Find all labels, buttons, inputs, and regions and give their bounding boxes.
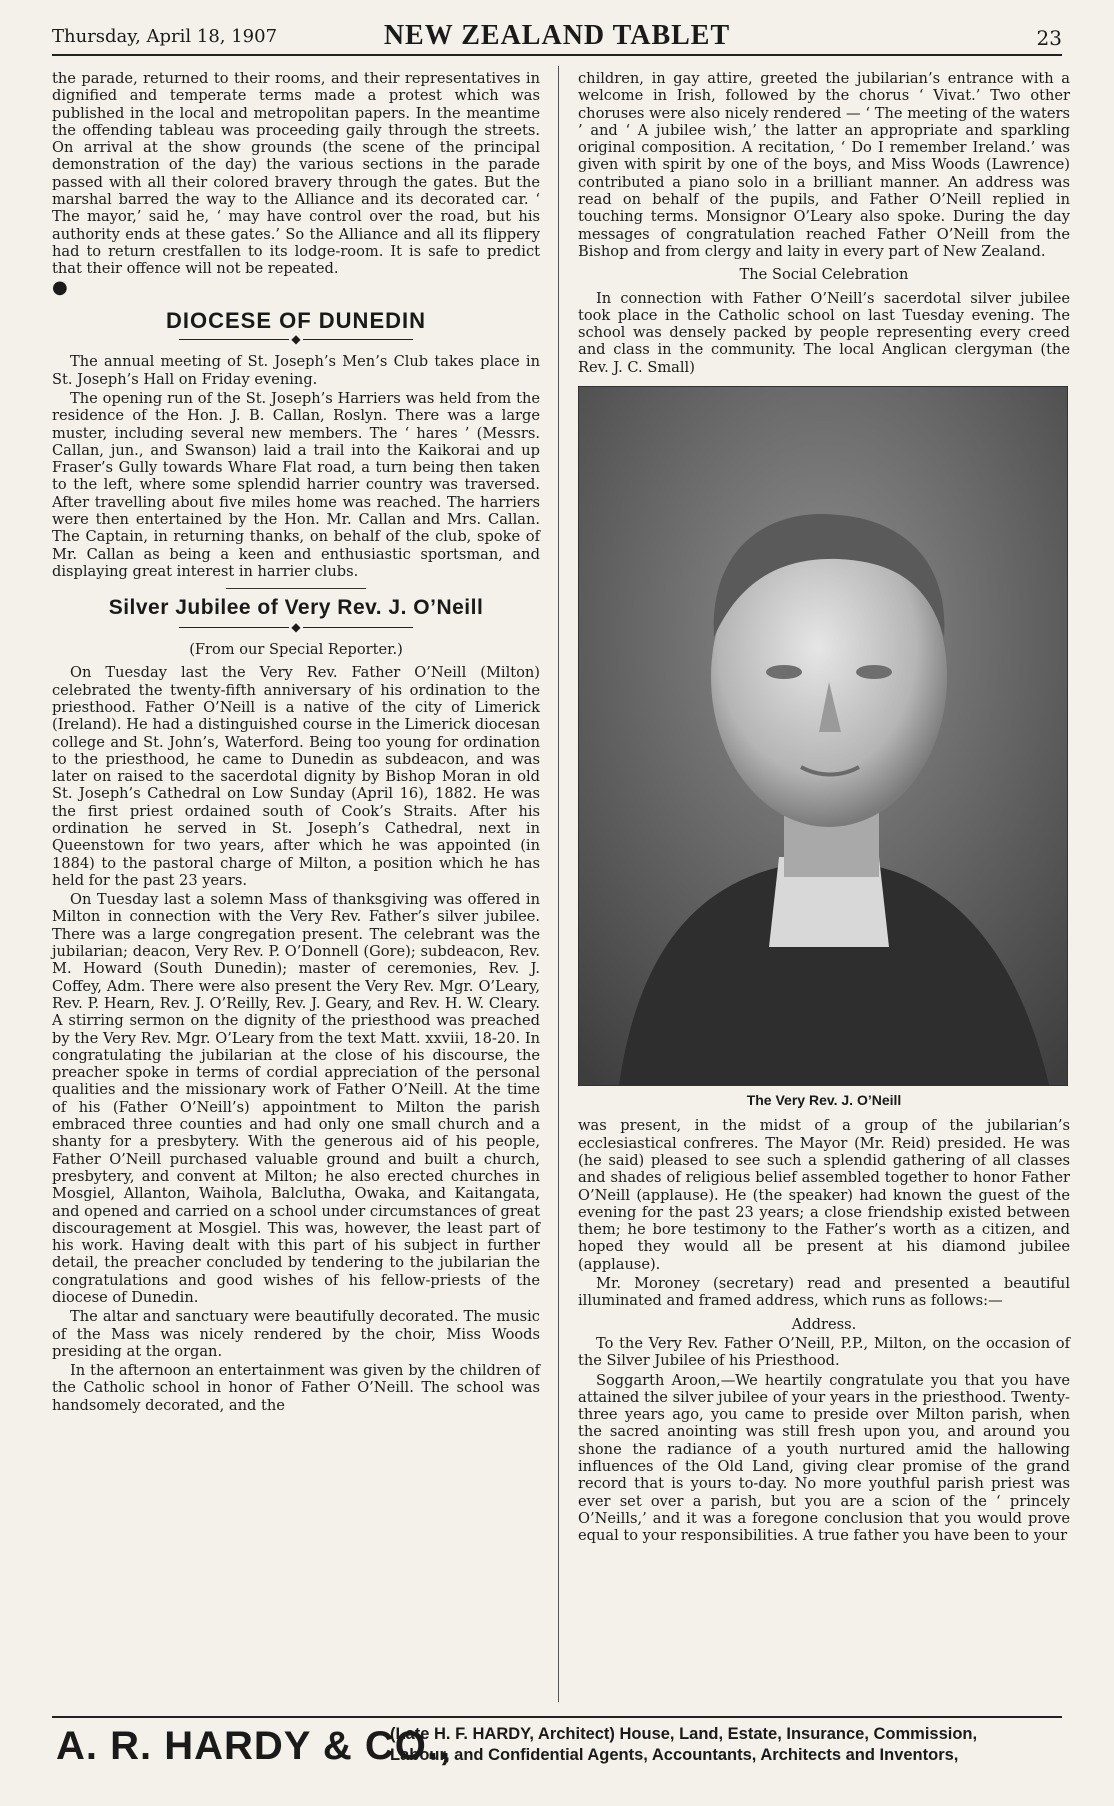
portrait-image (579, 387, 1067, 1085)
address-paragraph-1: To the Very Rev. Father O’Neill, P.P., Milton, on the occasion of the Silver Jubilee of his Priesthood. (578, 1334, 1070, 1370)
entertainment-paragraph: children, in gay attire, greeted the jubilarian’s entrance with a welcome in Irish, followed by the chorus ‘ Vivat.’ Two other choruses were also nicely rendered — ‘ The meeting of the waters ’ and ‘ A jubilee wish,’ the latter an appropriate and sparkling original composition. A recitation, ‘ Do I remember Ireland.’ was given with spirit by one of the boys, and Miss Woods (Lawrence) contributed a piano solo in a brilliant manner. An address was read on behalf of the pupils, and Father O’Neill replied in touching terms. Monsignor O’Leary also spoke. During the day messages of congratulation reached Father O’Neill from the Bishop and from clergy and laity in every part of New Zealand. (578, 70, 1070, 260)
issue-date: Thursday, April 18, 1907 (52, 26, 278, 47)
jubilee-paragraph-1: On Tuesday last the Very Rev. Father O’Neill (Milton) celebrated the twenty-fifth anniversary of his ordination to the priesthood. Father O’Neill is a native of the city of Limerick (Ireland). He had a distinguished course in the Limerick diocesan college and St. John’s, Waterford. Being too young for ordination to the priesthood, he came to Dunedin as subdeacon, and was later on raised to the sacerdotal dignity by Bishop Moran in old St. Joseph’s Cathedral on Low Sunday (April 16), 1882. He was the first priest ordained south of Cook’s Straits. After his ordination he served in St. Joseph’s Cathedral, next in Queenstown for two years, after which he was appointed (in 1884) to the pastoral charge of Milton, a position which he has held for the past 23 years. (52, 664, 540, 889)
jubilee-paragraph-4: In the afternoon an entertainment was given by the children of the Catholic school in honor of Father O’Neill. The school was handsomely decorated, and the (52, 1362, 540, 1414)
harriers-paragraph: The opening run of the St. Joseph’s Harriers was held from the residence of the Hon. J. B. Callan, Roslyn. There was a large muster, including several new members. The ‘ hares ’ (Messrs. Callan, jun., and Swanson) laid a trail into the Kaikorai and up Fraser’s Gully towards Whare Flat road, a turn being then taken to the left, where some splendid harrier country was traversed. After travelling about five miles home was reached. The harriers were then entertained by the Hon. Mr. Callan and Mrs. Callan. The Captain, in returning thanks, on behalf of the club, spoke of Mr. Callan as being a keen and enthusiastic sportsman, and displaying great interest in harrier clubs. (52, 389, 540, 580)
diocese-heading: DIOCESE OF DUNEDIN (165, 307, 427, 333)
left-column (52, 70, 540, 1416)
mens-club-paragraph: The annual meeting of St. Joseph’s Men’s Club takes place in St. Joseph’s Hall on Friday evening. (52, 353, 540, 388)
social-paragraph-3: Mr. Moroney (secretary) read and presented a beautiful illuminated and framed address, which runs as follows:— (578, 1275, 1070, 1310)
heading-ornament: ◆ (52, 621, 540, 634)
page-number: 23 (1036, 26, 1062, 50)
photo-caption: The Very Rev. J. O’Neill (746, 1092, 902, 1109)
advertiser-name: A. R. HARDY & CO., (56, 1724, 452, 1768)
jubilee-heading: Silver Jubilee of Very Rev. J. O’Neill (108, 596, 484, 620)
ad-line-2: Labour, and Confidential Agents, Accountants, Architects and Inventors, (390, 1746, 959, 1764)
ad-line-1: (Late H. F. HARDY, Architect) House, Land, Estate, Insurance, Commission, (390, 1725, 978, 1743)
portrait-photo (578, 386, 1068, 1086)
footer-advertisement (52, 1716, 1062, 1778)
parade-paragraph: the parade, returned to their rooms, and their representatives in dignified and temperate terms made a protest which was published in the local and metropolitan papers. In the meantime the offending tableau was proceeding gaily through the streets. On arrival at the show grounds (the scene of the principal demonstration of the day) the various sections in the parade passed with all their colored bravery through the gates. But the marshal barred the way to the Alliance and its decorated car. ‘ The mayor,’ said he, ‘ may have control over the road, but his authority ends at these gates.’ So the Alliance and all its flippery had to return crestfallen to its lodge-room. It is safe to predict that their offence will not be repeated. (52, 70, 540, 278)
social-celebration-heading: The Social Celebration (739, 266, 909, 284)
jubilee-paragraph-2: On Tuesday last a solemn Mass of thanksgiving was offered in Milton in connection with the Very Rev. Father’s silver jubilee. There was a large congregation present. The celebrant was the jubilarian; deacon, Very Rev. P. O’Donnell (Gore); subdeacon, Rev. M. Howard (South Dunedin); master of ceremonies, Rev. J. Coffey, Adm. There were also present the Very Rev. Mgr. O’Leary, Rev. P. Hearn, Rev. J. O’Reilly, Rev. J. Geary, and Rev. H. W. Cleary. A stirring sermon on the dignity of the priesthood was preached by the Very Rev. Mgr. O’Leary from the text Matt. xxviii, 18-20. In congratulating the jubilarian at the close of his discourse, the preacher spoke in terms of cordial appreciation of the personal qualities and the missionary work of Father O’Neill. At the time of his (Father O’Neill’s) appointment to Milton the parish embraced three counties and had only one small church and a shanty for a presbytery. With the generous aid of his people, Father O’Neill purchased valuable ground and built a church, presbytery, and convent at Milton; he also erected churches in Mosgiel, Allanton, Waihola, Balclutha, Owaka, and Kaitangata, and opened and carried on a school under circumstances of great discouragement at Mosgiel. This was, however, the least part of his work. Having dealt with this part of his subject in further detail, the preacher concluded by tendering to the jubilarian the congratulations and good wishes of his fellow-priests of the diocese of Dunedin. (52, 891, 540, 1306)
address-title: Address. (791, 1315, 857, 1333)
bullet-ornament: ● (52, 276, 68, 298)
heading-ornament: ◆ (52, 333, 540, 346)
reporter-credit: (From our Special Reporter.) (189, 641, 403, 659)
social-paragraph-2: was present, in the midst of a group of the jubilarian’s ecclesiastical confreres. The Mayor (Mr. Reid) presided. He was (he said) pleased to see such a splendid gathering of all classes and shades of religious belief assembled together to honor Father O’Neill (applause). He (the speaker) had known the guest of the evening for the past 23 years; a close friendship existed between them; he bore testimony to the Father’s worth as a citizen, and hoped they would all be present at his diamond jubilee (applause). (578, 1117, 1070, 1273)
jubilee-paragraph-3: The altar and sanctuary were beautifully decorated. The music of the Mass was nicely rendered by the choir, Miss Woods presiding at the organ. (52, 1308, 540, 1360)
section-divider (226, 588, 366, 589)
address-paragraph-2: Soggarth Aroon,—We heartily congratulate you that you have attained the silver jubilee of your years in the priesthood. Twenty-three years ago, you came to preside over Milton parish, when the sacred anointing was still fresh upon you, and around you shone the radiance of a youth nurtured amid the hallowing influences of the Old Land, giving clear promise of the grand record that is yours to-day. No more youthful parish priest was ever set over a parish, but you are a scion of the ‘ princely O’Neills,’ and it was a foregone conclusion that you would prove equal to your responsibilities. A true father you have been to your (578, 1371, 1070, 1545)
column-divider (558, 66, 559, 1702)
masthead (52, 14, 1062, 56)
right-column (578, 70, 1070, 1546)
social-paragraph-1: In connection with Father O’Neill’s sacerdotal silver jubilee took place in the Catholic school on last Tuesday evening. The school was densely packed by people representing every creed and class in the community. The local Anglican clergyman (the Rev. J. C. Small) (578, 289, 1070, 376)
advertisement-text (390, 1724, 1060, 1766)
newspaper-title: NEW ZEALAND TABLET (383, 20, 731, 51)
